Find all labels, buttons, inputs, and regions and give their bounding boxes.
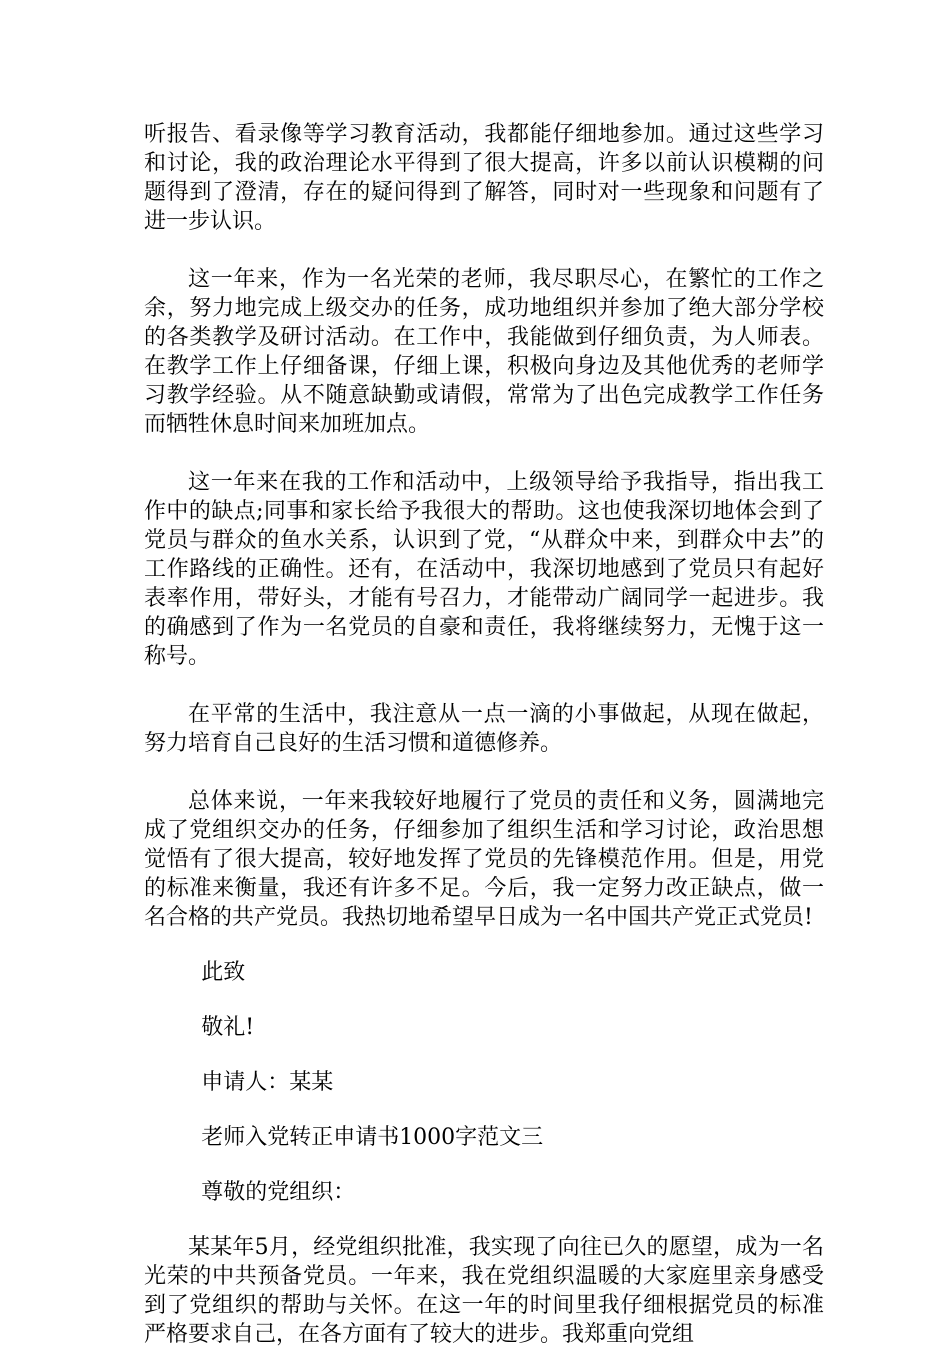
paragraph-2: 这一年来，作为一名光荣的老师，我尽职尽心，在繁忙的工作之余，努力地完成上级交办的任务，成功地组织并参加了绝大部分学校的各类教学及研讨活动。在工作中，我能做到仔细负责，为人师表。在教学工作上仔细备课，仔细上课，积极向身边及其他优秀的老师学习教学经验。从不随意缺勤或请假，常常为了出色完成教学工作任务而牺牲休息时间来加班加点。 [144,267,824,437]
closing-line-2: 敬礼! [201,1015,255,1040]
paragraph-spacer [144,1152,824,1178]
paragraph-spacer [144,1207,824,1233]
paragraph-spacer [144,1042,824,1068]
paragraph-spacer [144,671,824,700]
document-body [144,120,824,1349]
paragraph-spacer [144,1097,824,1123]
paragraph-3: 这一年来在我的工作和活动中，上级领导给予我指导，指出我工作中的缺点;同事和家长给予我很大的帮助。这也使我深切地体会到了党员与群众的鱼水关系，认识到了党，“从群众中来，到群众中去”的工作路线的正确性。还有，在活动中，我深切地感到了党员只有起好表率作用，带好头，才能有号召力，才能带动广阔同学一起进步。我的确感到了作为一名党员的自豪和责任，我将继续努力，无愧于这一称号。 [144,470,824,669]
paragraph-6: 某某年5月，经党组织批准，我实现了向往已久的愿望，成为一名光荣的中共预备党员。一年来，我在党组织温暖的大家庭里亲身感受到了党组织的帮助与关怀。在这一年的时间里我仔细根据党员的标准严格要求自己，在各方面有了较大的进步。我郑重向党组 [144,1235,824,1347]
paragraph-spacer [144,236,824,265]
paragraph-spacer [144,758,824,787]
paragraph-4: 在平常的生活中，我注意从一点一滴的小事做起，从现在做起，努力培育自己良好的生活习惯和道德修养。 [144,702,824,756]
section-title: 老师入党转正申请书1000字范文三 [201,1125,544,1150]
applicant-line: 申请人：某某 [201,1070,334,1095]
salutation: 尊敬的党组织： [201,1180,356,1205]
closing-line-1: 此致 [201,960,246,985]
paragraph-1: 听报告、看录像等学习教育活动，我都能仔细地参加。通过这些学习和讨论，我的政治理论水平得到了很大提高，许多以前认识模糊的问题得到了澄清，存在的疑问得到了解答，同时对一些现象和问题有了进一步认识。 [144,122,824,234]
paragraph-spacer [144,439,824,468]
paragraph-5: 总体来说，一年来我较好地履行了党员的责任和义务，圆满地完成了党组织交办的任务，仔细参加了组织生活和学习讨论，政治思想觉悟有了很大提高，较好地发挥了党员的先锋模范作用。但是，用党的标准来衡量，我还有许多不足。今后，我一定努力改正缺点，做一名合格的共产党员。我热切地希望早日成为一名中国共产党正式党员! [144,789,824,930]
paragraph-spacer [144,987,824,1013]
paragraph-spacer [144,932,824,958]
